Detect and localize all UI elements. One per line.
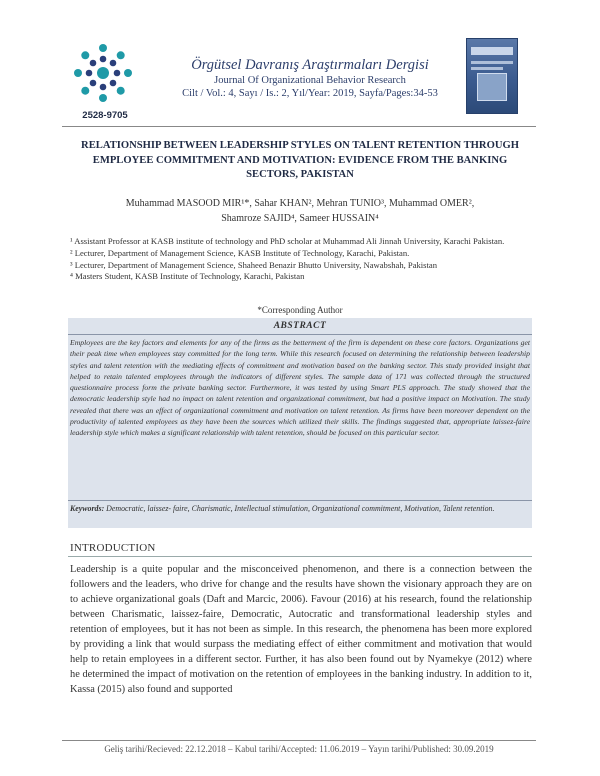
keywords <box>70 503 530 514</box>
journal-cover-thumbnail <box>466 38 518 114</box>
abstract-heading: ABSTRACT <box>273 321 327 331</box>
keywords-divider <box>68 500 532 501</box>
issn-number: 2528-9705 <box>82 110 128 121</box>
volume-info: Cilt / Vol.: 4, Sayı / Is.: 2, Yıl/Year: 2019, Sayfa/Pages:34-53 <box>182 88 438 99</box>
authors-line-2: Shamroze SAJID⁴, Sameer HUSSAIN⁴ <box>221 213 379 224</box>
author-list <box>80 196 520 226</box>
affiliation-2: ² Lecturer, Department of Management Science, KASB Institute of Technology, Karachi, Pakistan. <box>70 247 410 258</box>
journal-logo <box>70 40 136 106</box>
journal-title: Örgütsel Davranış Araştırmaları Dergisi <box>191 57 429 73</box>
header-divider <box>62 126 536 127</box>
affiliation-4: ⁴ Masters Student, KASB Institute of Technology, Karachi, Pakistan <box>70 271 305 282</box>
authors-line-1: Muhammad MASOOD MIR¹*, Sahar KHAN², Mehran TUNIO³, Muhammad OMER², <box>125 198 475 209</box>
affiliation-1: ¹ Assistant Professor at KASB institute of technology and PhD scholar at Muhammad Ali Jinnah University, Karachi Pakistan. <box>70 236 505 246</box>
keywords-list: Democratic, laissez- faire, Charismatic, Intellectual stimulation, Organizational commitment, Motivation, Talent retention. <box>104 504 495 513</box>
keywords-label: Keywords: <box>70 504 105 513</box>
footer-divider <box>62 740 536 741</box>
introduction-divider <box>68 556 532 557</box>
affiliations <box>70 236 540 283</box>
affiliation-3: ³ Lecturer, Department of Management Science, Shaheed Benazir Bhutto University, Nawabshah, Pakistan <box>70 259 438 270</box>
introduction-heading: INTRODUCTION <box>70 542 156 554</box>
paper-title: RELATIONSHIP BETWEEN LEADERSHIP STYLES ON TALENT RETENTION THROUGH EMPLOYEE COMMITMENT AND MOTIVATION: EVIDENCE FROM THE BANKING SECTORS, PAKISTAN <box>81 140 519 180</box>
introduction-text: Leadership is a quite popular and the misconceived phenomenon, and there is a connection between the followers and the leaders, who drive for change and the results have shown the visionary approach they are on to achieve organizational goals (Daft and Marcic, 2006). Favour (2016) at his research, found the relationship between Charismatic, laissez-faire, Democratic, Autocratic and transformational leadership styles and retention of employees, but it has not been as simple. In this research, the phenomena has been more explored by providing a link that would surpass the mediating effect of either commitment and motivation that would help to retain employees in a different sector. Further, it has also been found out by Nyamekye (2012) where he determined the impact of motivation on the retention of employees in the banking industry. In addition to it, Kassa (2015) also found and supported <box>70 564 532 695</box>
abstract-text: Employees are the key factors and elements for any of the firms as the betterment of the firm is dependent on these core factors. Organizations get their peak time when employees stay committed for the long term. While this research focused on determining the relationship between leadership styles and talent retention with the mediating effects of commitment and motivation based on the banking sector. This study provided insight that helped to retain talented employees through the indicators of different styles. The sample data of 171 was collected through the structured questionnaire process form the private banking sector. Furthermore, it was tested by using Smart PLS approach. The study showed that the democratic leadership style had no impact on talent retention and organizational commitment, but had a positive impact on Motivation. The study revealed that there was an effect of organizational commitment and motivation on talent retention. As firms have been moreover dependent on the productivity of talented employees as they have been the sources which utilized their skills. The findings suggested that, appropriate laissez-faire leadership style which makes a significant relationship with talent retention, should be focused on this particular sector. <box>70 338 530 438</box>
journal-subtitle: Journal Of Organizational Behavior Research <box>214 75 406 86</box>
publication-dates: Geliş tarihi/Recieved: 22.12.2018 – Kabul tarihi/Accepted: 11.06.2019 – Yayın tarihi/Published: 30.09.2019 <box>104 744 494 754</box>
corresponding-author-note: *Corresponding Author <box>257 305 343 315</box>
